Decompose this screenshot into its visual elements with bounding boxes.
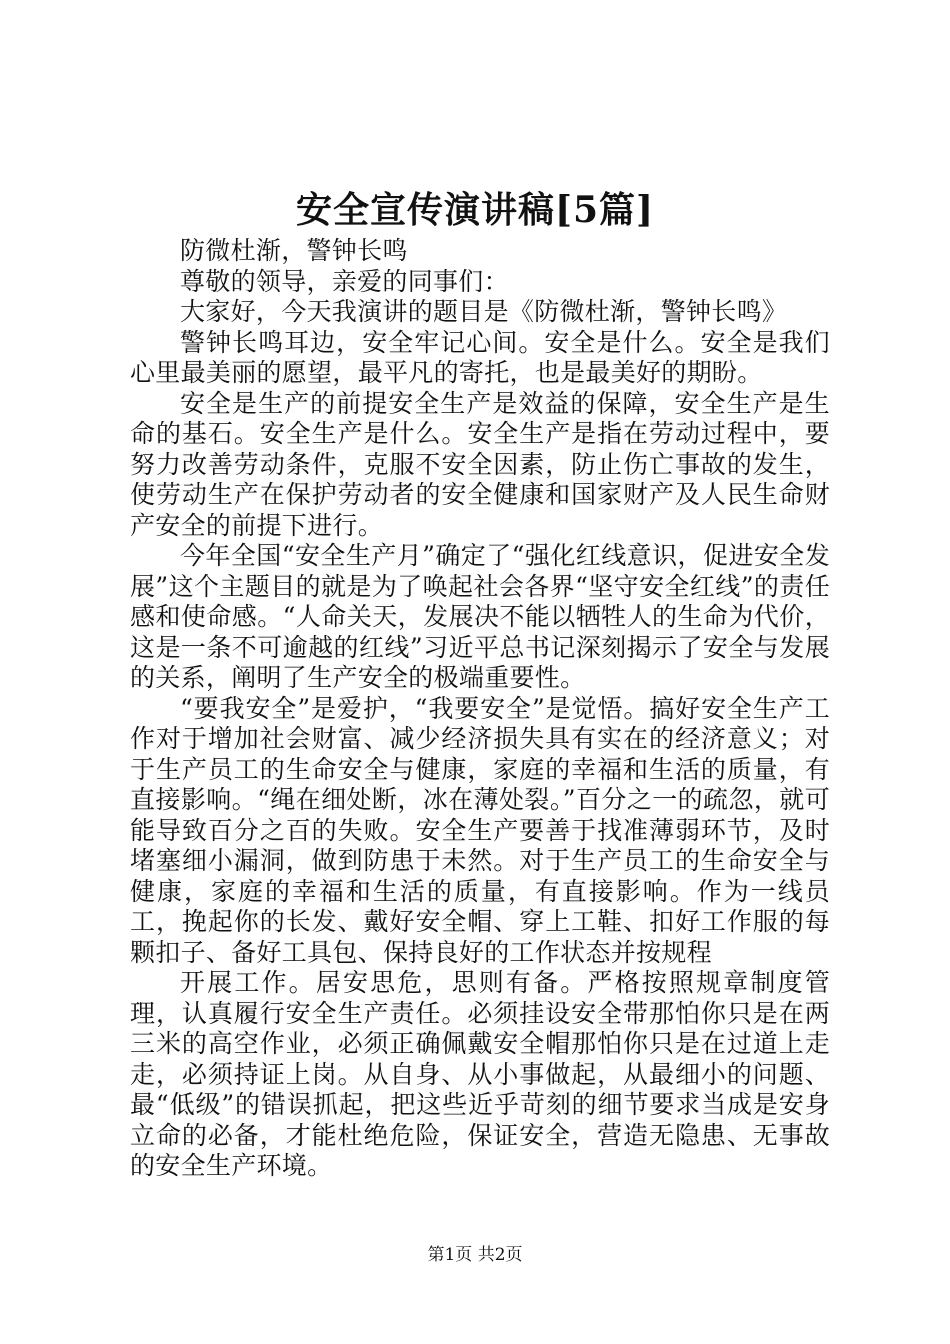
page-footer: 第1页 共2页 [427, 1245, 523, 1265]
paragraph: 安全是生产的前提安全生产是效益的保障，安全生产是生命的基石。安全生产是什么。安全生产是指在劳动过程中，要努力改善劳动条件，克服不安全因素，防止伤亡事故的发生，使劳动生产在保护劳动者的安全健康和国家财产及人民生命财产安全的前提下进行。 [130, 388, 830, 540]
paragraph: “要我安全”是爱护，“我要安全”是觉悟。搞好安全生产工作对于增加社会财富、减少经济损失具有实在的经济意义；对于生产员工的生命安全与健康，家庭的幸福和生活的质量，有直接影响。“绳在细处断，冰在薄处裂。”百分之一的疏忽，就可能导致百分之百的失败。安全生产要善于找准薄弱环节，及时堵塞细小漏洞，做到防患于未然。对于生产员工的生命安全与健康，家庭的幸福和生活的质量，有直接影响。作为一线员工，挽起你的长发、戴好安全帽、穿上工鞋、扣好工作服的每颗扣子、备好工具包、保持良好的工作状态并按规程 [130, 693, 830, 967]
paragraph-subtitle: 防微杜渐，警钟长鸣 [180, 236, 408, 265]
paragraph-salutation: 尊敬的领导，亲爱的同事们： [180, 266, 509, 296]
page-title: 安全宣传演讲稿[5篇] [295, 189, 655, 231]
paragraph: 警钟长鸣耳边，安全牢记心间。安全是什么。安全是我们心里最美丽的愿望，最平凡的寄托，也是最美好的期盼。 [130, 327, 830, 387]
paragraph: 今年全国“安全生产月”确定了“强化红线意识，促进安全发展”这个主题目的就是为了唤起社会各界“坚守安全红线”的责任感和使命感。“人命关天，发展决不能以牺牲人的生命为代价，这是一条不可逾越的红线”习近平总书记深刻揭示了安全与发展的关系，阐明了生产安全的极端重要性。 [130, 541, 830, 692]
paragraph: 开展工作。居安思危，思则有备。严格按照规章制度管理，认真履行安全生产责任。必须挂设安全带那怕你只是在两三米的高空作业，必须正确佩戴安全帽那怕你只是在过道上走走，必须持证上岗。从自身、从小事做起，从最细小的问题、最“低级”的错误抓起，把这些近乎苛刻的细节要求当成是安身立命的必备，才能杜绝危险，保证安全，营造无隐患、无事故的安全生产环境。 [130, 968, 830, 1180]
document-body [130, 236, 830, 1182]
paragraph-greeting: 大家好，今天我演讲的题目是《防微杜渐，警钟长鸣》 [180, 297, 788, 326]
